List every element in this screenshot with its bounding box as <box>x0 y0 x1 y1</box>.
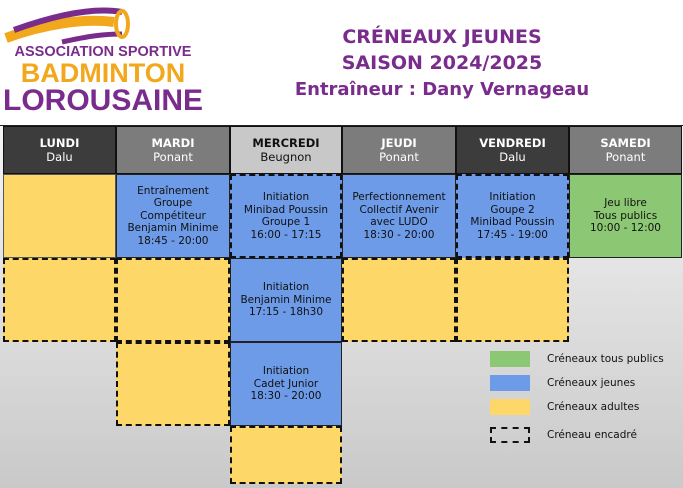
day-place: Ponant <box>153 150 193 164</box>
slot-line: Compétiteur <box>140 209 206 222</box>
slot-line: Groupe <box>153 197 193 210</box>
shuttlecock-logo-graphic <box>4 4 202 116</box>
day-name: SAMEDI <box>600 136 651 150</box>
adult-slot-lundi <box>3 174 116 258</box>
slot-time: 18:30 - 20:00 <box>250 390 322 403</box>
page-title: CRÉNEAUX JEUNES <box>342 26 542 48</box>
slot-line: avec LUDO <box>370 216 428 228</box>
slot-mardi-competiteur <box>116 174 230 258</box>
legend-label-tous-publics: Créneaux tous publics <box>547 353 664 365</box>
day-header-samedi <box>569 126 682 174</box>
legend-label-jeunes: Créneaux jeunes <box>547 377 636 389</box>
club-logo <box>4 4 202 116</box>
day-header-lundi <box>3 126 116 174</box>
slot-mercredi-cadet <box>230 342 342 426</box>
slot-line: Initiation <box>262 191 310 203</box>
slot-line: Benjamin Minime <box>127 222 219 235</box>
slot-mercredi-benjamin <box>230 258 342 342</box>
day-header-jeudi <box>342 126 456 174</box>
slot-time: 16:00 - 17:15 <box>250 228 322 241</box>
adult-slot-vendredi <box>456 258 569 342</box>
slot-line: Initiation <box>489 191 536 203</box>
legend-swatch-encadre <box>490 427 530 443</box>
day-header-mercredi <box>230 126 342 174</box>
slot-time: 18:30 - 20:00 <box>363 228 435 241</box>
day-name: MARDI <box>151 136 195 150</box>
slot-time: 10:00 - 12:00 <box>590 222 661 235</box>
slot-line: Entraînement <box>137 184 209 197</box>
slot-line: Groupe 1 <box>261 216 311 228</box>
slot-mercredi-minibad <box>230 174 342 258</box>
slot-line: Cadet Junior <box>253 377 319 390</box>
slot-time: 17:45 - 19:00 <box>477 228 548 241</box>
day-header-vendredi <box>456 126 569 174</box>
legend-swatch-jeunes <box>490 375 530 391</box>
slot-line: Jeu libre <box>604 197 647 210</box>
day-place: Dalu <box>499 150 526 164</box>
season-title: SAISON 2024/2025 <box>341 52 543 74</box>
day-place: Beugnon <box>260 150 312 164</box>
coach-title: Entraîneur : Dany Vernageau <box>294 79 590 100</box>
slot-line: Minibad Poussin <box>243 203 329 216</box>
slot-line: Benjamin Minime <box>240 293 332 306</box>
slot-jeudi-perfectionnement <box>342 174 456 258</box>
day-name: LUNDI <box>39 136 80 150</box>
day-place: Dalu <box>46 150 73 164</box>
legend-label-adultes: Créneaux adultes <box>547 401 640 413</box>
logo-line2: BADMINTON <box>20 58 186 88</box>
logo-line1: ASSOCIATION SPORTIVE <box>14 44 192 60</box>
logo-line3: LOROUSAINE <box>4 84 202 116</box>
slot-line: Minibad Poussin <box>470 216 555 228</box>
adult-slot-lundi-2 <box>3 258 116 342</box>
day-name: JEUDI <box>381 136 417 150</box>
legend-label-encadre: Créneau encadré <box>547 429 637 441</box>
slot-line: Tous publics <box>593 209 658 222</box>
adult-slot-mardi-2 <box>116 342 230 426</box>
adult-slot-mercredi <box>230 426 342 484</box>
day-header-mardi <box>116 126 230 174</box>
day-name: VENDREDI <box>479 136 546 150</box>
adult-slot-jeudi <box>342 258 456 342</box>
slot-line: Perfectionnement <box>352 191 446 203</box>
legend-swatch-tous-publics <box>490 351 530 367</box>
day-name: MERCREDI <box>252 136 320 150</box>
slot-line: Goupe 2 <box>490 203 535 216</box>
day-place: Ponant <box>605 150 646 164</box>
slot-line: Collectif Avenir <box>359 203 439 216</box>
slot-samedi-jeu-libre <box>569 174 682 258</box>
legend-swatch-adultes <box>490 399 530 415</box>
slot-time: 18:45 - 20:00 <box>137 234 209 247</box>
slot-line: Initiation <box>262 281 310 294</box>
slot-line: Initiation <box>262 365 310 378</box>
adult-slot-mardi <box>116 258 230 342</box>
slot-time: 17:15 - 18h30 <box>248 306 324 319</box>
day-place: Ponant <box>379 150 419 164</box>
slot-vendredi-minibad <box>456 174 569 258</box>
